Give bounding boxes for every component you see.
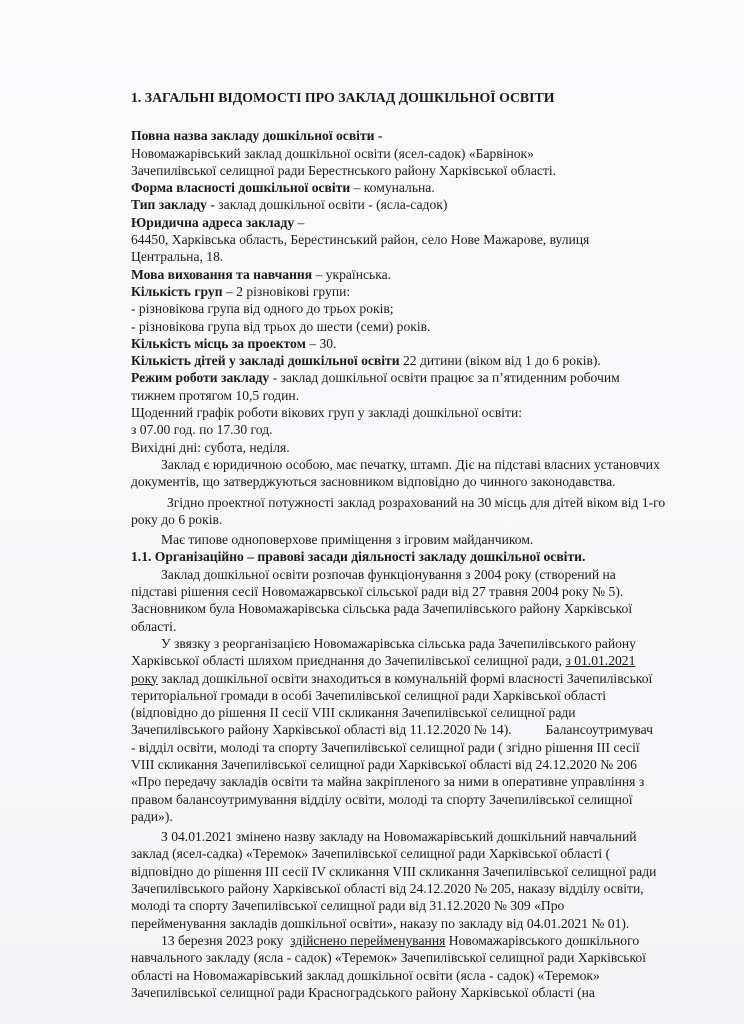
paragraph-line: молоді та спорту Зачепилівської селищної ради від 31.12.2020 № 309 «Про [131, 898, 565, 914]
paragraph-line [131, 932, 711, 949]
daily-schedule: з 07.00 год. по 17.30 год. [131, 422, 273, 438]
paragraph-line: Зачепилівського району Харківської області від 11.12.2020 № 14). Балансоутримувач [131, 722, 653, 738]
paragraph-line: перейменування закладів дошкільної освіти», наказу по закладу від 04.01.2021 № 01). [131, 915, 630, 931]
paragraph-line: З 04.01.2021 змінено назву закладу на Новомажарівський дошкільний навчальний [161, 829, 637, 845]
paragraph-line: правом балансоутримування відділу освіти, молоді та спорту Зачепилівської селищної [131, 791, 633, 807]
ownership-line [131, 179, 711, 196]
language-value: – українська. [312, 266, 392, 282]
places-label: Кількість місць за проектом [131, 335, 306, 351]
full-name-line: Новомажарівський заклад дошкільної освіти (ясел-садок) «Барвінок» [131, 145, 534, 161]
underlined-phrase: здійснено перейменування [290, 932, 446, 948]
address-line: 64450, Харківська область, Берестинський район, село Нове Мажарове, вулиця [131, 232, 590, 248]
paragraph-line [131, 652, 711, 669]
language-line [131, 266, 711, 283]
address-label: Юридична адреса закладу [131, 214, 295, 230]
daily-schedule: Щоденний графік роботи вікових груп у закладі дошкільної освіти: [131, 405, 523, 421]
text-run: заклад дошкільної освіти знаходиться в комунальній формі власності Зачепилівської [157, 670, 653, 686]
language-label: Мова виховання та навчання [131, 266, 313, 282]
paragraph-line: Засновником була Новомажарівська сільська рада Зачепилівського району Харківської [131, 601, 633, 617]
children-label: Кількість дітей у закладі дошкільної освіти [131, 353, 400, 369]
paragraph-line: області на Новомажарівський заклад дошкільної освіти (ясла - садок) «Теремок» [131, 967, 600, 983]
paragraph-line: (відповідно до рішення ІІ сесії VIII скликання Зачепилівської селищної ради [131, 705, 576, 721]
type-line [131, 196, 711, 213]
section-heading: 1.1. Організаційно – правові засади діяльності закладу дошкільної освіти. [131, 549, 586, 565]
full-name-line: Зачепилівської селищної ради Берестнського району Харківської області. [131, 162, 556, 178]
paragraph-line: Заклад дошкільної освіти розпочав функціонування з 2004 року (створений на [161, 566, 616, 582]
groups-value: – 2 різновікові групи: [222, 283, 351, 299]
paragraph-line [131, 670, 711, 687]
groups-label: Кількість груп [131, 283, 223, 299]
underlined-word: року [131, 670, 158, 686]
places-value: – 30. [305, 335, 337, 351]
type-label: Тип закладу - [131, 197, 215, 213]
paragraph-line: року до 6 років. [131, 511, 223, 527]
ownership-label: Форма власності дошкільної освіти [131, 180, 351, 196]
address-heading [131, 214, 711, 231]
text-run: Новомажарівського дошкільного [445, 932, 640, 948]
page-title: 1. ЗАГАЛЬНІ ВІДОМОСТІ ПРО ЗАКЛАД ДОШКІЛЬНОЇ ОСВІТИ [131, 90, 555, 105]
paragraph-line: Зачепилівського району Харківської області від 24.12.2020 № 205, наказу відділу освіти, [131, 881, 644, 897]
schedule-value: - заклад дошкільної освіти працює за п’ятиденним робочим [269, 370, 620, 386]
paragraph-line: VIII скликання Зачепилівської селищної ради Харківської області від 24.12.2020 № 206 [131, 756, 637, 772]
group-item: - різновікова група від одного до трьох років; [131, 301, 394, 317]
schedule-line: тижнем протягом 10,5 годин. [131, 387, 300, 403]
paragraph-line: У звязку з реорганізацією Новомажарівська сільська рада Зачепилівського району [161, 635, 636, 651]
schedule-label: Режим роботи закладу [131, 370, 270, 386]
paragraph-line: Заклад є юридичною особою, має печатку, штамп. Діє на підставі власних установчих [161, 456, 660, 472]
places-line [131, 335, 711, 352]
paragraph-line: Має типове одноповерхове приміщення з ігровим майданчиком. [161, 532, 534, 548]
paragraph-line: - відділ освіти, молоді та спорту Зачепилівської селищної ради ( згідно рішення ІІІ сесії [131, 739, 640, 755]
paragraph-line: «Про передачу закладів освіти та майна закріпленого за ними в оперативне управління з [131, 774, 645, 790]
paragraph-line: підставі рішення сесії Новомажарвської сільської ради від 27 травня 2004 року № 5). [131, 584, 624, 600]
address-dash: – [294, 214, 305, 230]
paragraph-line: Зачепилівської селищної ради Красноградського району Харківської області (на [131, 984, 595, 1000]
paragraph-line: навчального закладу (ясла - садок) «Теремок» Зачепилівської селищної ради Харківської [131, 950, 646, 966]
paragraph-line: заклад (ясел-садка) «Теремок» Зачепилівської селищної ради Харківської області ( [131, 846, 611, 862]
schedule-line [131, 369, 711, 386]
text-run: 13 березня 2023 року [161, 932, 291, 948]
address-line: Центральна, 18. [131, 249, 224, 265]
paragraph-line: ради»). [131, 808, 173, 824]
full-name-label: Повна назва закладу дошкільної освіти - [131, 128, 383, 144]
group-item: - різновікова група від трьох до шести (семи) років. [131, 318, 431, 334]
underlined-date: з 01.01.2021 [565, 653, 636, 669]
groups-line [131, 283, 711, 300]
paragraph-line: області. [131, 618, 177, 634]
type-value: заклад дошкільної освіти - (ясла-садок) [214, 197, 448, 213]
document-body [131, 89, 711, 1001]
ownership-value: – комунальна. [350, 180, 435, 196]
days-off: Вихідні дні: субота, неділя. [131, 439, 290, 455]
paragraph-line: Згідно проектної потужності заклад розрахований на 30 місць для дітей віком від 1-го [167, 494, 666, 510]
children-value: 22 дитини (віком від 1 до 6 років). [399, 353, 601, 369]
children-line [131, 352, 711, 369]
paragraph-line: територіальної громади в особі Зачепилівської селищної ради Харківської області [131, 687, 607, 703]
paragraph-line: документів, що затверджуються засновником відповідно до чинного законодавства. [131, 474, 616, 490]
paragraph-line: відповідно до рішення ІІІ сесії IV скликання VIII скликання Зачепилівської селищної ради [131, 863, 657, 879]
text-run: Харківської області шляхом приєднання до Зачепилівської селищної ради, [131, 653, 566, 669]
